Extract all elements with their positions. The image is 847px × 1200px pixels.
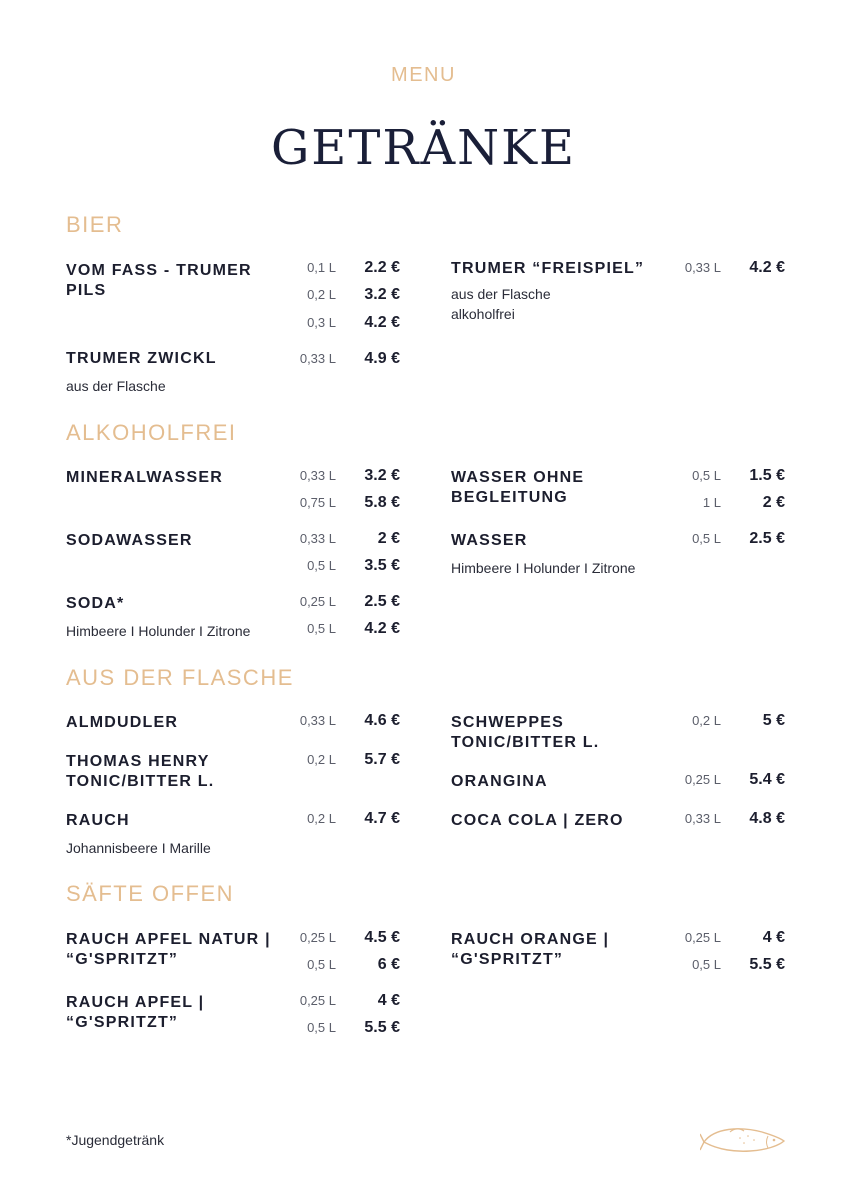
item-description: Himbeere I Holunder I Zitrone — [66, 623, 251, 639]
item-price: 3.2 € — [364, 286, 400, 303]
item-price: 5.4 € — [749, 771, 785, 788]
price-row — [451, 955, 785, 975]
item-name: ALMDUDLER — [66, 714, 179, 731]
item-name: WASSER — [451, 532, 528, 549]
item-price: 4.8 € — [749, 810, 785, 827]
menu-label: MENU — [391, 64, 456, 86]
price-row — [66, 529, 400, 549]
price-row — [451, 466, 785, 486]
price-row — [66, 928, 400, 948]
price-row — [66, 592, 400, 612]
item-price: 1.5 € — [749, 467, 785, 484]
item-size: 0,25 L — [684, 930, 721, 945]
item-size: 0,1 L — [307, 260, 336, 275]
footnote: *Jugendgetränk — [66, 1132, 165, 1148]
item-size: 0,75 L — [299, 495, 336, 510]
price-row — [66, 285, 400, 305]
item-size: 0,2 L — [692, 713, 721, 728]
item-name: RAUCH — [66, 812, 130, 829]
price-row — [451, 529, 785, 549]
item-name: SCHWEPPES TONIC/BITTER L. — [451, 714, 600, 751]
item-description: Johannisbeere I Marille — [66, 840, 211, 856]
price-row — [66, 619, 400, 639]
price-row — [66, 809, 400, 829]
price-row — [66, 258, 400, 278]
item-price: 6 € — [377, 956, 400, 973]
item-price: 4 € — [762, 929, 785, 946]
price-row — [66, 466, 400, 486]
item-name: TRUMER ZWICKL — [66, 350, 217, 367]
section-title-alkoholfrei: ALKOHOLFREI — [66, 420, 237, 445]
item-description: aus der Flasche — [66, 378, 166, 394]
price-row — [66, 991, 400, 1011]
item-size: 0,5 L — [307, 558, 336, 573]
section-title-aus-der-flasche: AUS DER FLASCHE — [66, 665, 294, 690]
price-row — [66, 493, 400, 513]
item-size: 0,33 L — [299, 531, 336, 546]
price-row — [451, 809, 785, 829]
price-row — [451, 711, 785, 731]
section-title-saefte-offen: SÄFTE OFFEN — [66, 881, 235, 906]
item-size: 0,5 L — [307, 621, 336, 636]
item-size: 1 L — [702, 495, 721, 510]
price-row — [66, 1018, 400, 1038]
item-price: 3.5 € — [364, 557, 400, 574]
item-size: 0,33 L — [299, 468, 336, 483]
price-row — [66, 711, 400, 731]
item-price: 2.5 € — [749, 530, 785, 547]
item-size: 0,2 L — [307, 752, 336, 767]
item-size: 0,25 L — [299, 993, 336, 1008]
item-size: 0,5 L — [692, 957, 721, 972]
item-name: COCA COLA | ZERO — [451, 812, 624, 829]
item-size: 0,33 L — [299, 713, 336, 728]
item-price: 4.5 € — [364, 929, 400, 946]
item-price: 4 € — [377, 992, 400, 1009]
item-price: 2.2 € — [364, 259, 400, 276]
item-price: 4.2 € — [364, 620, 400, 637]
price-row — [66, 349, 400, 369]
item-price: 4.9 € — [364, 350, 400, 367]
item-price: 5.7 € — [364, 751, 400, 768]
page-title: GETRÄNKE — [270, 120, 577, 176]
price-row — [66, 955, 400, 975]
price-row — [451, 493, 785, 513]
section-title-bier: BIER — [66, 212, 124, 237]
price-row — [451, 928, 785, 948]
price-row — [66, 556, 400, 576]
item-price: 5 € — [762, 712, 785, 729]
item-price: 3.2 € — [364, 467, 400, 484]
item-size: 0,25 L — [299, 930, 336, 945]
item-size: 0,5 L — [692, 468, 721, 483]
item-name: RAUCH APFEL | “G'SPRITZT” — [66, 994, 205, 1031]
item-name: RAUCH APFEL NATUR | “G'SPRITZT” — [66, 931, 271, 968]
item-size: 0,5 L — [692, 531, 721, 546]
item-size: 0,25 L — [684, 772, 721, 787]
item-price: 4.7 € — [364, 810, 400, 827]
item-size: 0,33 L — [299, 351, 336, 366]
item-size: 0,5 L — [307, 1020, 336, 1035]
item-size: 0,25 L — [299, 594, 336, 609]
item-name: RAUCH ORANGE | “G'SPRITZT” — [451, 931, 610, 968]
item-name: MINERALWASSER — [66, 469, 223, 486]
item-price: 5.5 € — [364, 1019, 400, 1036]
price-row — [66, 750, 400, 770]
item-size: 0,33 L — [684, 811, 721, 826]
item-size: 0,3 L — [307, 315, 336, 330]
price-row — [451, 258, 785, 278]
item-price: 2.5 € — [364, 593, 400, 610]
item-description: aus der Flasche alkoholfrei — [451, 286, 551, 322]
item-price: 5.5 € — [749, 956, 785, 973]
item-name: WASSER OHNE BEGLEITUNG — [451, 469, 585, 506]
item-name: ORANGINA — [451, 773, 548, 790]
item-name: TRUMER “FREISPIEL” — [451, 260, 645, 277]
item-price: 4.2 € — [749, 259, 785, 276]
price-row — [451, 770, 785, 790]
item-name: VOM FASS - TRUMER PILS — [66, 262, 252, 299]
fish-icon — [700, 1122, 788, 1158]
item-price: 5.8 € — [364, 494, 400, 511]
item-size: 0,2 L — [307, 287, 336, 302]
item-size: 0,33 L — [684, 260, 721, 275]
item-name: SODA* — [66, 595, 125, 612]
item-size: 0,5 L — [307, 957, 336, 972]
item-name: THOMAS HENRY TONIC/BITTER L. — [66, 753, 215, 790]
item-description: Himbeere I Holunder I Zitrone — [451, 560, 636, 576]
item-price: 4.2 € — [364, 314, 400, 331]
item-price: 2 € — [377, 530, 400, 547]
price-row — [66, 313, 400, 333]
item-size: 0,2 L — [307, 811, 336, 826]
item-name: SODAWASSER — [66, 532, 193, 549]
item-price: 4.6 € — [364, 712, 400, 729]
item-price: 2 € — [762, 494, 785, 511]
